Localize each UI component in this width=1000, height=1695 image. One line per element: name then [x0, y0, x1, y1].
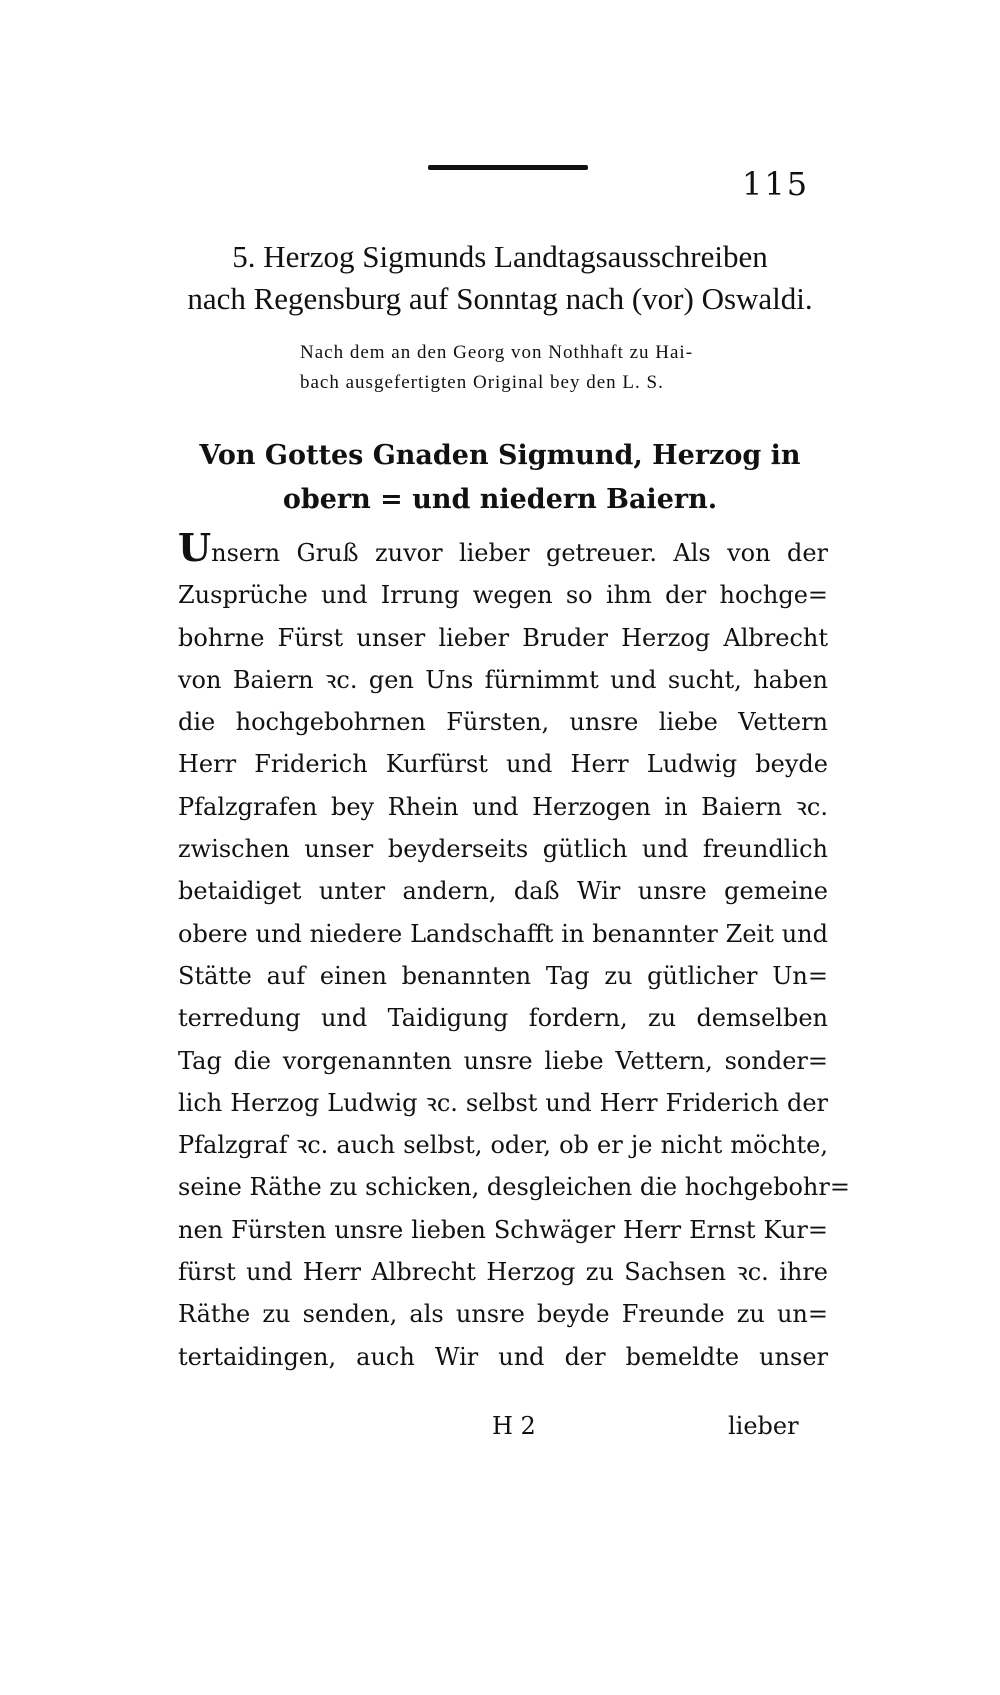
source-note-line-2: bach ausgefertigten Original bey den L. S.: [300, 372, 664, 393]
body-line: Stätte auf einen benannten Tag zu gütlicher Un=: [178, 961, 828, 990]
body-line: bohrne Fürst unser lieber Bruder Herzog Albrecht: [178, 623, 828, 652]
body-line: tertaidingen, auch Wir und der bemeldte unser: [178, 1342, 828, 1371]
body-line-1-text: nsern Gruß zuvor lieber getreuer. Als von der: [211, 539, 828, 567]
heading-line-1: 5. Herzog Sigmunds Landtagsausschreiben: [232, 239, 768, 274]
body-text: [178, 525, 850, 1378]
page-number: 115: [742, 165, 810, 203]
source-note: [300, 338, 820, 398]
intitulation: [180, 434, 820, 522]
body-line: zwischen unser beyderseits gütlich und freundlich: [178, 835, 828, 864]
body-line: von Baiern ꝛc. gen Uns fürnimmt und sucht, haben: [178, 665, 828, 694]
body-line-1: [178, 525, 828, 574]
body-line: terredung und Taidigung fordern, zu demselben: [178, 1004, 828, 1033]
initial-letter: U: [178, 525, 212, 570]
body-line: Räthe zu senden, als unsre beyde Freunde zu un=: [178, 1300, 828, 1329]
top-rule: [428, 165, 588, 170]
body-line: betaidiget unter andern, daß Wir unsre gemeine: [178, 877, 828, 906]
body-line: fürst und Herr Albrecht Herzog zu Sachsen ꝛc. ihre: [178, 1258, 828, 1287]
source-note-line-1: Nach dem an den Georg von Nothhaft zu Hai-: [300, 342, 694, 363]
body-line: lich Herzog Ludwig ꝛc. selbst und Herr Friderich der: [178, 1088, 828, 1117]
body-line: die hochgebohrnen Fürsten, unsre liebe Vettern: [178, 708, 828, 737]
body-line: Pfalzgraf ꝛc. auch selbst, oder, ob er je nicht möchte,: [178, 1131, 828, 1160]
body-line: nen Fürsten unsre lieben Schwäger Herr Ernst Kur=: [178, 1215, 828, 1244]
body-line: Pfalzgrafen bey Rhein und Herzogen in Baiern ꝛc.: [178, 792, 828, 821]
catchword: lieber: [728, 1412, 799, 1440]
heading-line-2: nach Regensburg auf Sonntag nach (vor) Oswaldi.: [187, 281, 813, 316]
document-heading: [180, 236, 820, 320]
intitulation-line-2: obern = und niedern Baiern.: [282, 484, 718, 515]
signature-mark: H 2: [492, 1412, 536, 1440]
intitulation-line-1: Von Gottes Gnaden Sigmund, Herzog in: [199, 440, 801, 471]
body-line: Tag die vorgenannten unsre liebe Vettern, sonder=: [178, 1046, 828, 1075]
body-line: obere und niedere Landschafft in benannter Zeit und: [178, 919, 828, 948]
body-line: Zusprüche und Irrung wegen so ihm der hochge=: [178, 581, 828, 610]
body-line: seine Räthe zu schicken, desgleichen die hochgebohr=: [178, 1173, 850, 1202]
body-line: Herr Friderich Kurfürst und Herr Ludwig beyde: [178, 750, 828, 779]
